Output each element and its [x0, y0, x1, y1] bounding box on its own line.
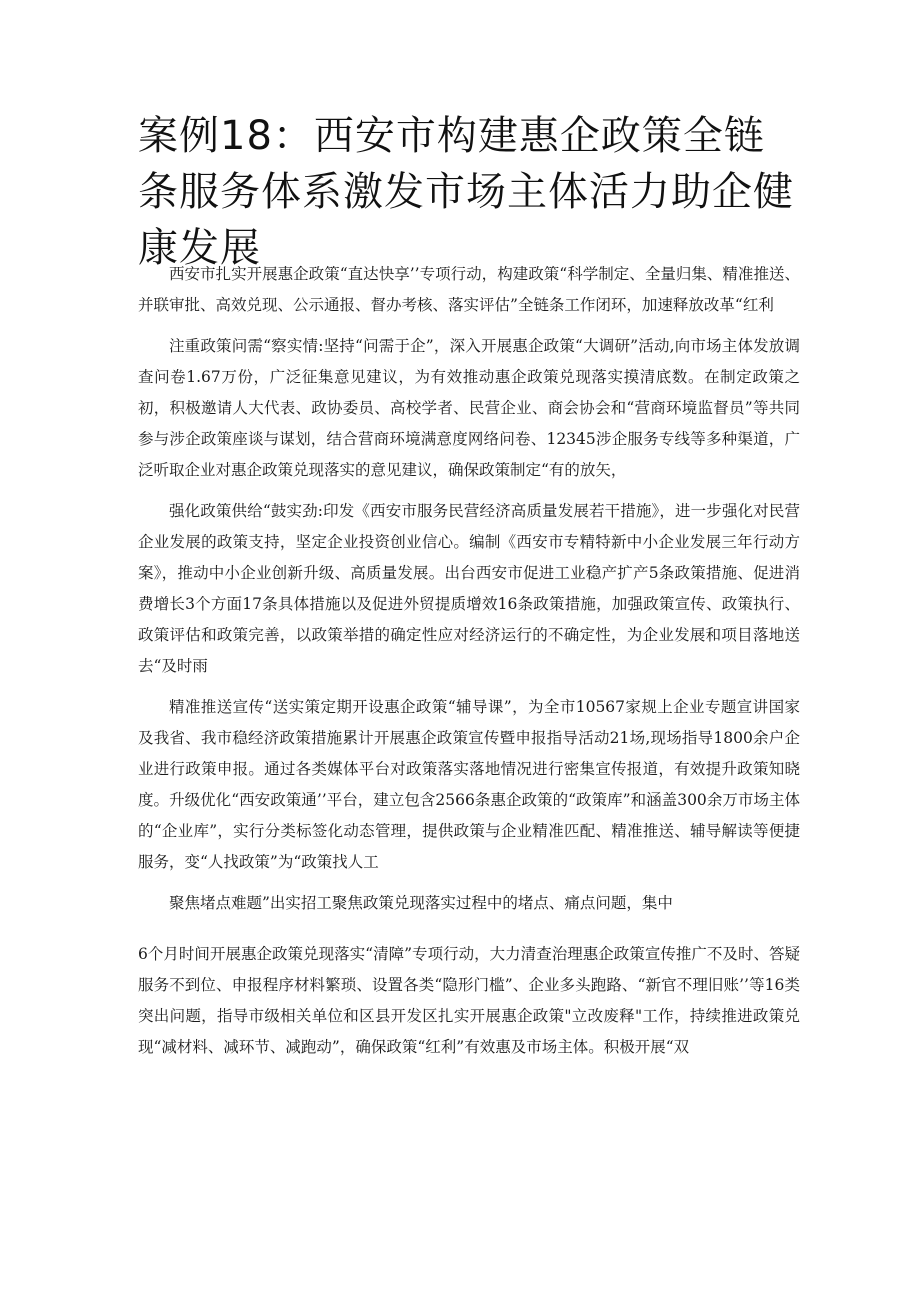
paragraph-clearance-campaign: 6个月时间开展惠企政策兑现落实“清障”专项行动，大力清查治理惠企政策宣传推广不及时、答疑服务不到位、申报程序材料繁琐、设置各类“隐形门槛”、企业多头跑路、“新官不理旧账’’等16类突出问题，指导市级相关单位和区县开发区扎实开展惠企政策"立改废释"工作，持续推进政策兑现“减材料、减环节、减跑动”，确保政策“红利”有效惠及市场主体。积极开展“双: [138, 945, 800, 1056]
paragraph-policy-promotion: 精准推送宣传“送实策定期开设惠企政策“辅导课”，为全市10567家规上企业专题宣讲国家及我省、我市稳经济政策措施累计开展惠企政策宣传暨申报指导活动21场,现场指导1800余户企业进行政策申报。通过各类媒体平台对政策落实落地情况进行密集宣传报道，有效提升政策知晓度。升级优化“西安政策通’’平台，建立包含2566条惠企政策的“政策库”和涵盖300余万市场主体的“企业库”，实行分类标签化动态管理，提供政策与企业精准匹配、精准推送、辅导解读等便捷服务，变“人找政策”为“政策找人工: [138, 698, 800, 871]
document-title: 案例18：西安市构建惠企政策全链条服务体系激发市场主体活力助企健康发展: [138, 113, 794, 271]
paragraph-bottlenecks: 聚焦堵点难题”出实招工聚焦政策兑现落实过程中的堵点、痛点问题，集中: [169, 894, 673, 912]
paragraph-intro: 西安市扎实开展惠企政策“直达快享’’专项行动，构建政策“科学制定、全量归集、精准推送、并联审批、高效兑现、公示通报、督办考核、落实评估”全链条工作闭环，加速释放改革“红利: [138, 265, 800, 314]
paragraph-policy-needs: 注重政策问需“察实情:坚持“问需于企”，深入开展惠企政策“大调研”活动,向市场主体发放调查问卷1.67万份，广泛征集意见建议，为有效推动惠企政策兑现落实摸清底数。在制定政策之初，积极邀请人大代表、政协委员、高校学者、民营企业、商会协会和“营商环境监督员”等共同参与涉企政策座谈与谋划，结合营商环境满意度网络问卷、12345涉企服务专线等多种渠道，广泛听取企业对惠企政策兑现落实的意见建议，确保政策制定“有的放矢，: [138, 337, 800, 479]
document-body: [138, 259, 800, 1073]
paragraph-policy-supply: 强化政策供给“鼓实劲:印发《西安市服务民营经济高质量发展若干措施》，进一步强化对民营企业发展的政策支持，坚定企业投资创业信心。编制《西安市专精特新中小企业发展三年行动方案》，推动中小企业创新升级、高质量发展。出台西安市促进工业稳产扩产5条政策措施、促进消费增长3个方面17条具体措施以及促进外贸提质增效16条政策措施，加强政策宣传、政策执行、政策评估和政策完善，以政策举措的确定性应对经济运行的不确定性，为企业发展和项目落地送去“及时雨: [138, 502, 800, 675]
